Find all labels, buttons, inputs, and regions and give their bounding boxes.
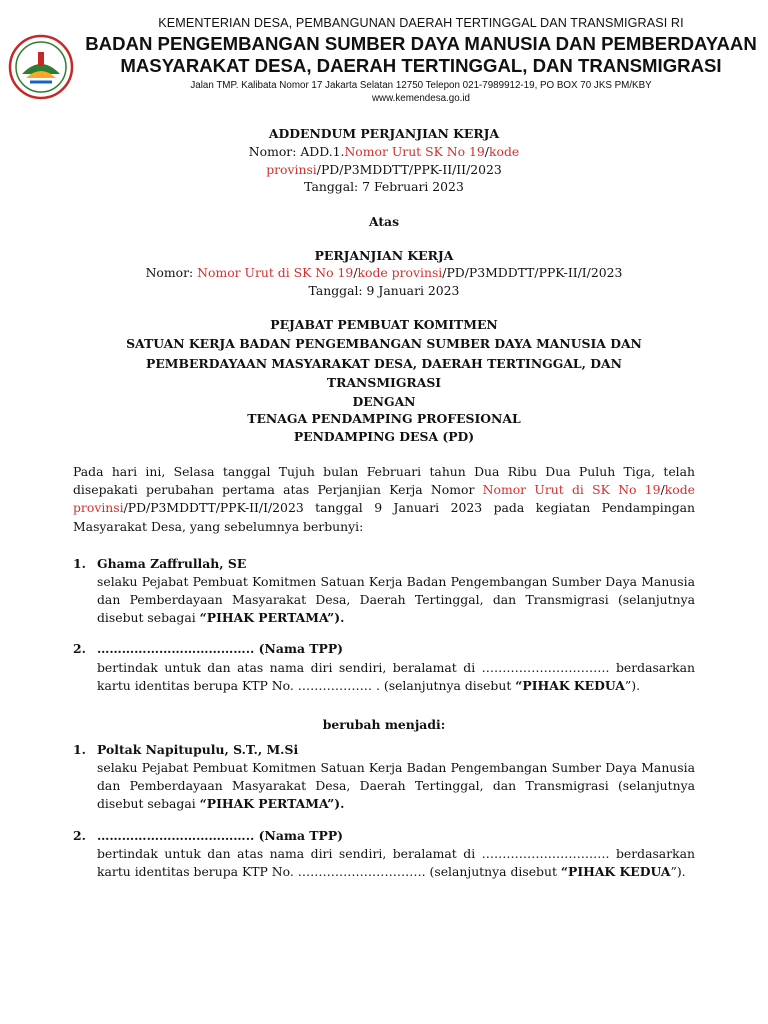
parties-heading-line2: SATUAN KERJA BADAN PENGEMBANGAN SUMBER DAYA MANUSIA DAN — [126, 336, 642, 351]
agreement-number-slash: / — [353, 265, 358, 280]
before-item1-party: “PIHAK PERTAMA”). — [199, 610, 345, 626]
before-item1-name: Ghama Zaffrullah, SE — [97, 556, 247, 571]
agency-website: www.kemendesa.go.id — [371, 93, 471, 104]
agency-name-line1: BADAN PENGEMBANGAN SUMBER DAYA MANUSIA DAN PEMBERDAYAAN — [85, 33, 757, 54]
agency-name-line2: MASYARAKAT DESA, DAERAH TERTINGGAL, DAN TRANSMIGRASI — [120, 55, 722, 76]
agreement-title: PERJANJIAN KERJA — [314, 248, 454, 263]
addendum-number-slash: / — [484, 144, 489, 159]
after-item1-party: “PIHAK PERTAMA”). — [199, 796, 345, 812]
addendum-date: Tanggal: 7 Februari 2023 — [304, 179, 464, 194]
addendum-number-red2b: provinsi — [266, 162, 317, 177]
agreement-number-red2: kode provinsi — [357, 265, 443, 280]
after-item1-body — [97, 759, 695, 814]
atas-label: Atas — [368, 214, 400, 229]
intro-paragraph — [73, 463, 695, 536]
after-item2-number: 2. — [73, 828, 86, 843]
before-item1-number: 1. — [73, 556, 86, 571]
after-item2-body — [97, 845, 695, 881]
after-item2-name: ……………………………….. (Nama TPP) — [97, 828, 344, 843]
agreement-number-red1: Nomor Urut di SK No 19 — [197, 265, 354, 280]
after-item1-number: 1. — [73, 742, 86, 757]
addendum-number-prefix: Nomor: ADD.1. — [248, 144, 345, 159]
parties-heading-line3: PEMBERDAYAAN MASYARAKAT DESA, DAERAH TERTINGGAL, DAN — [146, 356, 622, 371]
intro-red1: Nomor Urut di SK No 19 — [482, 482, 661, 498]
addendum-number-red2a: kode — [488, 144, 520, 159]
changed-to-label: berubah menjadi: — [322, 717, 446, 732]
addendum-number-line1 — [40, 144, 728, 159]
agreement-number-prefix: Nomor: — [145, 265, 198, 280]
parties-heading-line1: PEJABAT PEMBUAT KOMITMEN — [270, 317, 498, 332]
before-item2-text: bertindak untuk dan atas nama diri sendiri, beralamat di …………………………. berdasarkan kartu identitas berupa KTP No. ……………… . (selanjutnya disebut — [97, 660, 695, 694]
intro-part1: Pada hari ini, Selasa tanggal Tujuh bulan Februari tahun Dua Ribu Dua Puluh Tiga, telah disepakati perubahan pertama atas Perjanjian Kerja Nomor — [73, 464, 695, 498]
addendum-number-line2 — [40, 162, 728, 177]
before-item2-tail: ”). — [624, 678, 641, 694]
kemendesa-logo-icon — [8, 34, 74, 100]
addendum-number-red1: Nomor Urut SK No 19 — [344, 144, 485, 159]
ministry-name: KEMENTERIAN DESA, PEMBANGUNAN DAERAH TERTINGGAL DAN TRANSMIGRASI RI — [158, 16, 684, 30]
after-item2-party: “PIHAK KEDUA — [560, 864, 671, 880]
before-item2-party: “PIHAK KEDUA — [515, 678, 625, 694]
before-item1-body — [97, 573, 695, 628]
parties-heading-line6: TENAGA PENDAMPING PROFESIONAL — [247, 411, 521, 426]
before-item2-number: 2. — [73, 641, 86, 656]
intro-part2: /PD/P3MDDTT/PPK-II/I/2023 tanggal 9 Januari 2023 pada kegiatan Pendampingan Masyarakat Desa, yang sebelumnya berbunyi: — [73, 500, 695, 534]
before-item1-text: selaku Pejabat Pembuat Komitmen Satuan Kerja Badan Pengembangan Sumber Daya Manusia dan Pemberdayaan Masyarakat Desa, Daerah Tertinggal, dan Transmigrasi (selanjutnya disebut sebagai — [97, 574, 695, 626]
agreement-date: Tanggal: 9 Januari 2023 — [308, 283, 460, 298]
after-item2-tail: ”). — [670, 864, 686, 880]
after-item1-name: Poltak Napitupulu, S.T., M.Si — [97, 742, 299, 757]
after-item1-text: selaku Pejabat Pembuat Komitmen Satuan Kerja Badan Pengembangan Sumber Daya Manusia dan Pemberdayaan Masyarakat Desa, Daerah Tertinggal, dan Transmigrasi (selanjutnya disebut sebagai — [97, 760, 695, 812]
after-item2-text: bertindak untuk dan atas nama diri sendiri, beralamat di …………………………. berdasarkan kartu identitas berupa KTP No. …………………………. (selanjutnya disebut — [97, 846, 695, 880]
addendum-title: ADDENDUM PERJANJIAN KERJA — [268, 126, 500, 141]
addendum-number-suffix: /PD/P3MDDTT/PPK-II/II/2023 — [316, 162, 502, 177]
agency-address: Jalan TMP. Kalibata Nomor 17 Jakarta Selatan 12750 Telepon 021-7989912-19, PO BOX 70 JKS PM/KBY — [190, 80, 652, 91]
letterhead — [74, 12, 768, 106]
before-item2-body — [97, 659, 695, 695]
before-item2-name: ……………………………….. (Nama TPP) — [97, 641, 344, 656]
agreement-number-suffix: /PD/P3MDDTT/PPK-II/I/2023 — [442, 265, 623, 280]
intro-red2: kode provinsi — [73, 482, 695, 516]
parties-heading-line5: DENGAN — [352, 394, 416, 409]
parties-heading-line4: TRANSMIGRASI — [326, 375, 442, 390]
agreement-number — [40, 265, 728, 280]
parties-heading-line7: PENDAMPING DESA (PD) — [293, 429, 475, 444]
intro-slash: / — [660, 482, 665, 498]
